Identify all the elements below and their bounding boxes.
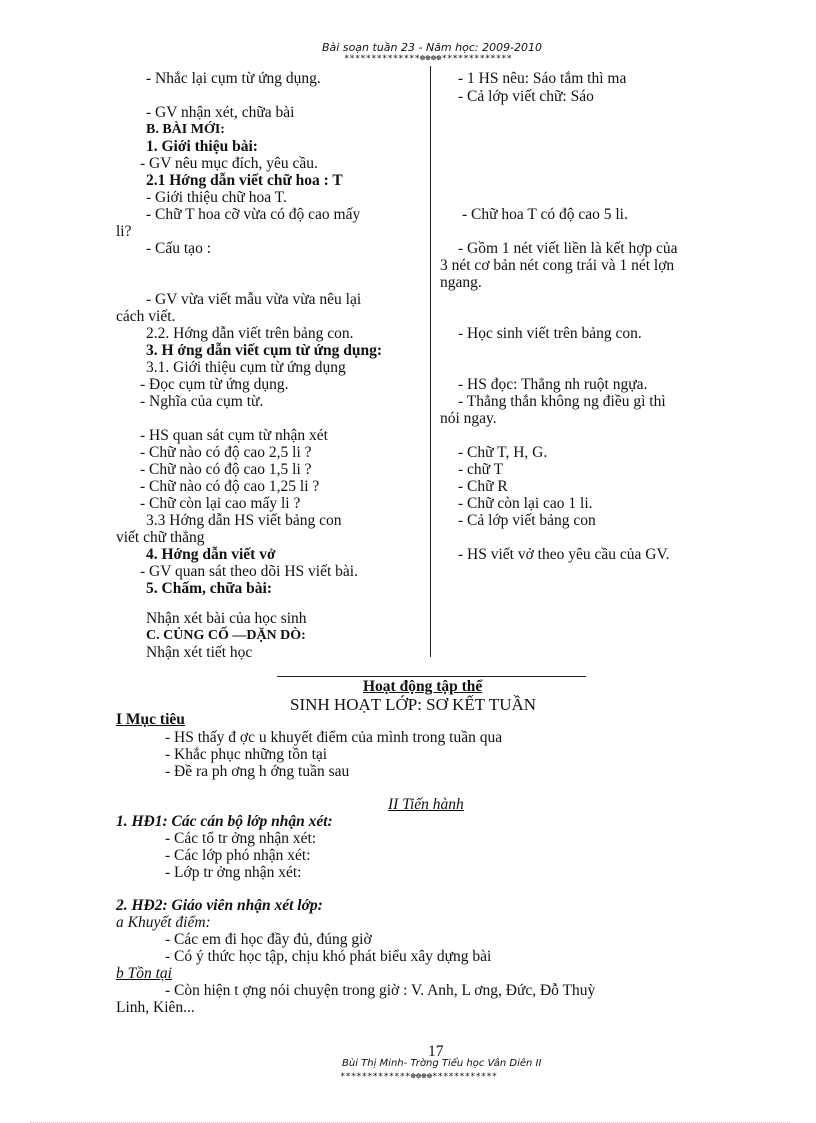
page-header-title: Bài soạn tuần 23 - Năm học: 2009-2010	[322, 41, 543, 54]
right-line: nói ngay.	[440, 410, 497, 427]
section-heading: 3. H ớng dẫn viết cụm từ ứng dụng:	[146, 342, 383, 359]
section-heading: 4. Hớng dẫn viết vở	[146, 546, 276, 563]
objective-item: - HS thấy đ ợc u khuyết điểm của mình trong tuần qua	[165, 729, 503, 746]
right-line: - HS viết vở theo yêu cầu của GV.	[458, 546, 670, 563]
section-heading: 5. Chấm, chữa bài:	[146, 580, 272, 597]
hd1-item: - Các tổ tr ởng nhận xét:	[165, 830, 317, 847]
section-heading: B. BÀI MỚI:	[146, 122, 225, 137]
activity-title: SINH HOẠT LỚP: SƠ KẾT TUẦN	[290, 695, 537, 714]
left-line: 2.2. Hớng dẫn viết trên bảng con.	[146, 325, 354, 342]
right-line: - Chữ hoa T có độ cao 5 li.	[462, 206, 628, 223]
b-line: Linh, Kiên...	[116, 999, 195, 1016]
section-heading: 1. Giới thiệu bài:	[146, 138, 258, 155]
left-line: 3.3 Hớng dẫn HS viết bảng con	[146, 512, 342, 529]
section-separator	[277, 676, 586, 677]
right-line: - 1 HS nêu: Sáo tắm thì ma	[458, 70, 627, 87]
right-line: - chữ T	[458, 461, 504, 478]
right-line: - Gồm 1 nét viết liền là kết hợp của	[458, 240, 678, 257]
left-line: - HS quan sát cụm từ nhận xét	[140, 427, 328, 444]
objective-heading-text: I Mục tiêu	[116, 711, 185, 728]
activity-subject: Hoạt động tập thể	[363, 678, 483, 695]
b-heading: b Tồn tại	[116, 965, 172, 982]
objective-item: - Đề ra ph ơng h ớng tuần sau	[165, 763, 350, 780]
footer-stars: *************☸☸☸☸************	[340, 1072, 498, 1082]
left-line: cách viết.	[116, 308, 176, 325]
left-line: - Nghĩa của cụm từ.	[140, 393, 264, 410]
page-number: 17	[428, 1043, 444, 1060]
left-line: - Chữ còn lại cao mấy li ?	[140, 495, 301, 512]
footer-author: Bùi Thị Minh- Trờng Tiểu học Vân Diên II	[342, 1058, 542, 1069]
left-line: - GV quan sát theo dõi HS viết bài.	[140, 563, 358, 580]
right-line: 3 nét cơ bản nét cong trái và 1 nét lợn	[440, 257, 675, 274]
right-line: - Học sinh viết trên bảng con.	[458, 325, 642, 342]
a-item: - Có ý thức học tập, chịu khó phát biểu xây dựng bài	[165, 948, 492, 965]
left-line: viết chữ thẳng	[116, 529, 205, 546]
left-line: - Chữ nào có độ cao 1,25 li ?	[140, 478, 320, 495]
objective-heading	[116, 711, 185, 728]
left-line: - GV nêu mục đích, yêu cầu.	[140, 155, 318, 172]
hd1-heading: 1. HĐ1: Các cán bộ lớp nhận xét:	[116, 813, 333, 830]
right-line: ngang.	[440, 274, 482, 291]
right-line: - Cả lớp viết bảng con	[458, 512, 596, 529]
section-heading: 2.1 Hớng dẫn viết chữ hoa : T	[146, 172, 343, 189]
a-item: - Các em đi học đầy đủ, đúng giờ	[165, 931, 372, 948]
left-line: Nhận xét tiết học	[146, 644, 253, 661]
right-line: - Chữ T, H, G.	[458, 444, 548, 461]
left-line: li?	[116, 223, 132, 240]
left-line: Nhận xét bài của học sinh	[146, 610, 307, 627]
left-line: - Đọc cụm từ ứng dụng.	[140, 376, 289, 393]
column-divider	[430, 66, 431, 657]
b-line: - Còn hiện t ợng nói chuyện trong giờ : V. Anh, L ơng, Đức, Đỗ Thuỳ	[165, 982, 596, 999]
right-line: - Thẳng thắn không ng điều gì thì	[458, 393, 666, 410]
left-line: 3.1. Giới thiệu cụm từ ứng dụng	[146, 359, 346, 376]
progress-heading: II Tiến hành	[388, 796, 464, 813]
right-line: - HS đọc: Thẳng nh ruột ngựa.	[458, 376, 648, 393]
hd1-item: - Lớp tr ởng nhận xét:	[165, 864, 302, 881]
objective-item: - Khắc phục những tồn tại	[165, 746, 328, 763]
hd1-item: - Các lớp phó nhận xét:	[165, 847, 311, 864]
left-line: - Cấu tạo :	[146, 240, 211, 257]
left-line: - Giới thiệu chữ hoa T.	[146, 189, 287, 206]
right-line: - Cả lớp viết chữ: Sáo	[458, 88, 594, 105]
page-header-stars: **************☸☸☸☸*************	[344, 54, 512, 64]
hd2-heading: 2. HĐ2: Giáo viên nhận xét lớp:	[116, 897, 323, 914]
left-line: - Nhắc lại cụm từ ứng dụng.	[146, 70, 321, 87]
left-line: - GV nhận xét, chữa bài	[146, 104, 295, 121]
left-line: - Chữ T hoa cỡ vừa có độ cao mấy	[146, 206, 361, 223]
left-line: - Chữ nào có độ cao 2,5 li ?	[140, 444, 312, 461]
left-line: - Chữ nào có độ cao 1,5 li ?	[140, 461, 312, 478]
section-heading: C. CỦNG CỐ —DẶN DÒ:	[146, 628, 306, 643]
right-line: - Chữ R	[458, 478, 508, 495]
left-line: - GV vừa viết mẫu vừa vừa nêu lại	[146, 291, 362, 308]
right-line: - Chữ còn lại cao 1 li.	[458, 495, 593, 512]
a-heading: a Khuyết điểm:	[116, 914, 211, 931]
